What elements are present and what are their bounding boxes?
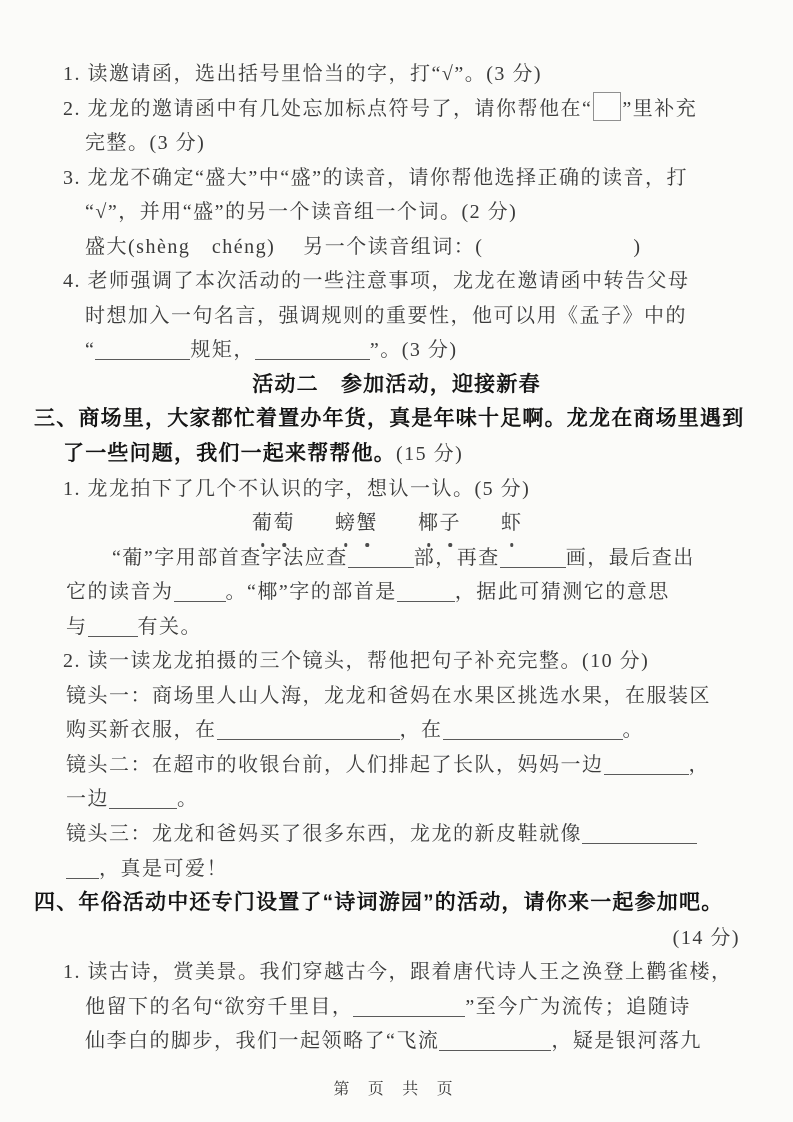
question-line [0,333,793,368]
answer-blank [348,547,414,568]
text-segment: 。 [177,788,199,811]
text-segment: 活动二 参加活动，迎接新春 [252,372,541,396]
text-segment: ，疑是银河落九 [551,1030,702,1053]
answer-blank [443,719,623,740]
question-line [0,610,793,645]
section-heading [0,402,793,437]
question-line [0,782,793,817]
text-segment: 三、商场里，大家都忙着置办年货，真是年味十足啊。龙龙在商场里遇到 [34,407,745,431]
footer-page-number: 第 页 共 页 [333,1081,460,1098]
answer-blank [217,719,400,740]
answer-blank [255,339,370,360]
answer-blank [88,616,138,637]
text-segment: “葡”字用部首查字法应查 [112,546,348,569]
answer-blank [66,858,99,879]
punctuation-box [593,92,621,121]
text-segment: 3. 龙龙不确定“盛大”中“盛”的读音，请你帮他选择正确的读音，打 [63,166,689,189]
text-segment: 购买新衣服，在 [66,719,217,742]
text-segment: 时想加入一句名言，强调规则的重要性，他可以用《孟子》中的 [85,304,687,327]
question-line [0,817,793,852]
text-segment: ，真是可爱！ [99,857,228,880]
text-segment: ) [633,235,642,258]
text-segment: 完整。(3 分) [85,132,206,155]
dotted-word [335,512,378,534]
question-line [0,57,793,92]
answer-gap [483,252,633,253]
text-segment: ”里补充 [622,97,698,120]
dotted-character: 椰 [418,506,440,541]
question-line [0,299,793,334]
dotted-word [252,512,295,534]
text-segment: ”。(3 分) [369,339,458,362]
question-line [0,679,793,714]
question-line [0,852,793,887]
text-segment: 。“椰”字的部首是 [225,581,397,604]
question-line [0,541,793,576]
answer-blank [95,339,190,360]
text-segment: 2. 龙龙的邀请函中有几处忘加标点符号了，请你帮他在“ [63,97,593,120]
text-segment: 2. 读一读龙龙拍摄的三个镜头，帮他把句子补充完整。(10 分) [63,650,650,673]
question-line [0,748,793,783]
text-segment: “ [85,339,96,362]
text-segment: 仙李白的脚步，我们一起领略了“飞流 [85,1030,440,1053]
character-word-list [0,506,793,541]
text-segment: 1. 读邀请函，选出括号里恰当的字，打“√”。(3 分) [63,63,543,85]
text-segment: 他留下的名句“欲穷千里目， [85,995,354,1018]
answer-blank [109,788,177,809]
text-segment: 画，最后查出 [565,546,695,569]
question-line [0,955,793,990]
text-segment: ， [688,753,710,776]
text-segment: 镜头三：龙龙和爸妈买了很多东西，龙龙的新皮鞋就像 [66,823,582,846]
dotted-character: 葡 [252,506,274,541]
question-line [0,264,793,299]
text-segment: 盛大(shèng chéng) 另一个读音组词：( [85,235,484,258]
dotted-character: 子 [440,506,462,541]
question-line [0,644,793,679]
question-line [0,230,793,265]
text-segment: 有关。 [137,615,202,638]
word-gap [295,528,335,529]
question-line [0,195,793,230]
answer-blank [353,996,465,1017]
dotted-word [501,512,523,534]
page-footer [0,1076,793,1099]
text-segment: 一边 [66,788,109,811]
answer-blank [500,547,566,568]
dotted-word [418,512,461,534]
answer-blank [604,754,689,775]
activity-heading [0,368,793,403]
text-segment: (14 分) [672,926,740,949]
text-segment: (15 分) [396,443,464,466]
question-line [0,990,793,1025]
answer-blank [439,1030,551,1051]
score-label [0,921,793,956]
text-segment: 镜头一：商场里人山人海，龙龙和爸妈在水果区挑选水果，在服装区 [66,684,711,707]
answer-blank [397,581,455,602]
question-line [0,713,793,748]
dotted-character: 虾 [501,506,523,541]
text-segment: 了一些问题，我们一起来帮帮他。 [63,442,396,466]
text-segment: “√”，并用“盛”的另一个读音组一个词。(2 分) [85,201,518,224]
text-segment: 1. 龙龙拍下了几个不认识的字，想认一认。(5 分) [63,477,531,500]
question-line [0,92,793,127]
dotted-character: 蟹 [357,506,379,541]
word-gap [461,528,501,529]
text-segment: 四、年俗活动中还专门设置了“诗词游园”的活动，请你来一起参加吧。 [34,891,724,915]
dotted-character: 螃 [335,506,357,541]
dotted-character: 萄 [274,506,296,541]
section-heading-continuation [0,437,793,472]
question-line [0,1024,793,1059]
text-segment: ，在 [399,719,443,742]
text-segment: 规矩， [190,339,255,362]
text-segment: 1. 读古诗，赏美景。我们穿越古今，跟着唐代诗人王之涣登上鹳雀楼， [63,961,733,984]
text-segment: 与 [66,615,88,638]
text-segment: ，据此可猜测它的意思 [454,581,670,604]
text-segment: 镜头二：在超市的收银台前，人们排起了长队，妈妈一边 [66,753,604,776]
exam-body [0,57,793,1059]
question-line [0,161,793,196]
text-segment: 4. 老师强调了本次活动的一些注意事项，龙龙在邀请函中转告父母 [63,270,690,293]
text-segment: 部，再查 [413,546,500,569]
text-segment: ”至今广为流传；追随诗 [465,995,691,1018]
text-segment: 。 [622,719,644,742]
section-heading [0,886,793,921]
answer-blank [582,823,697,844]
question-line [0,126,793,161]
answer-blank [174,581,226,602]
text-segment: 它的读音为 [66,581,174,604]
word-gap [378,528,418,529]
question-line [0,575,793,610]
question-line [0,472,793,507]
